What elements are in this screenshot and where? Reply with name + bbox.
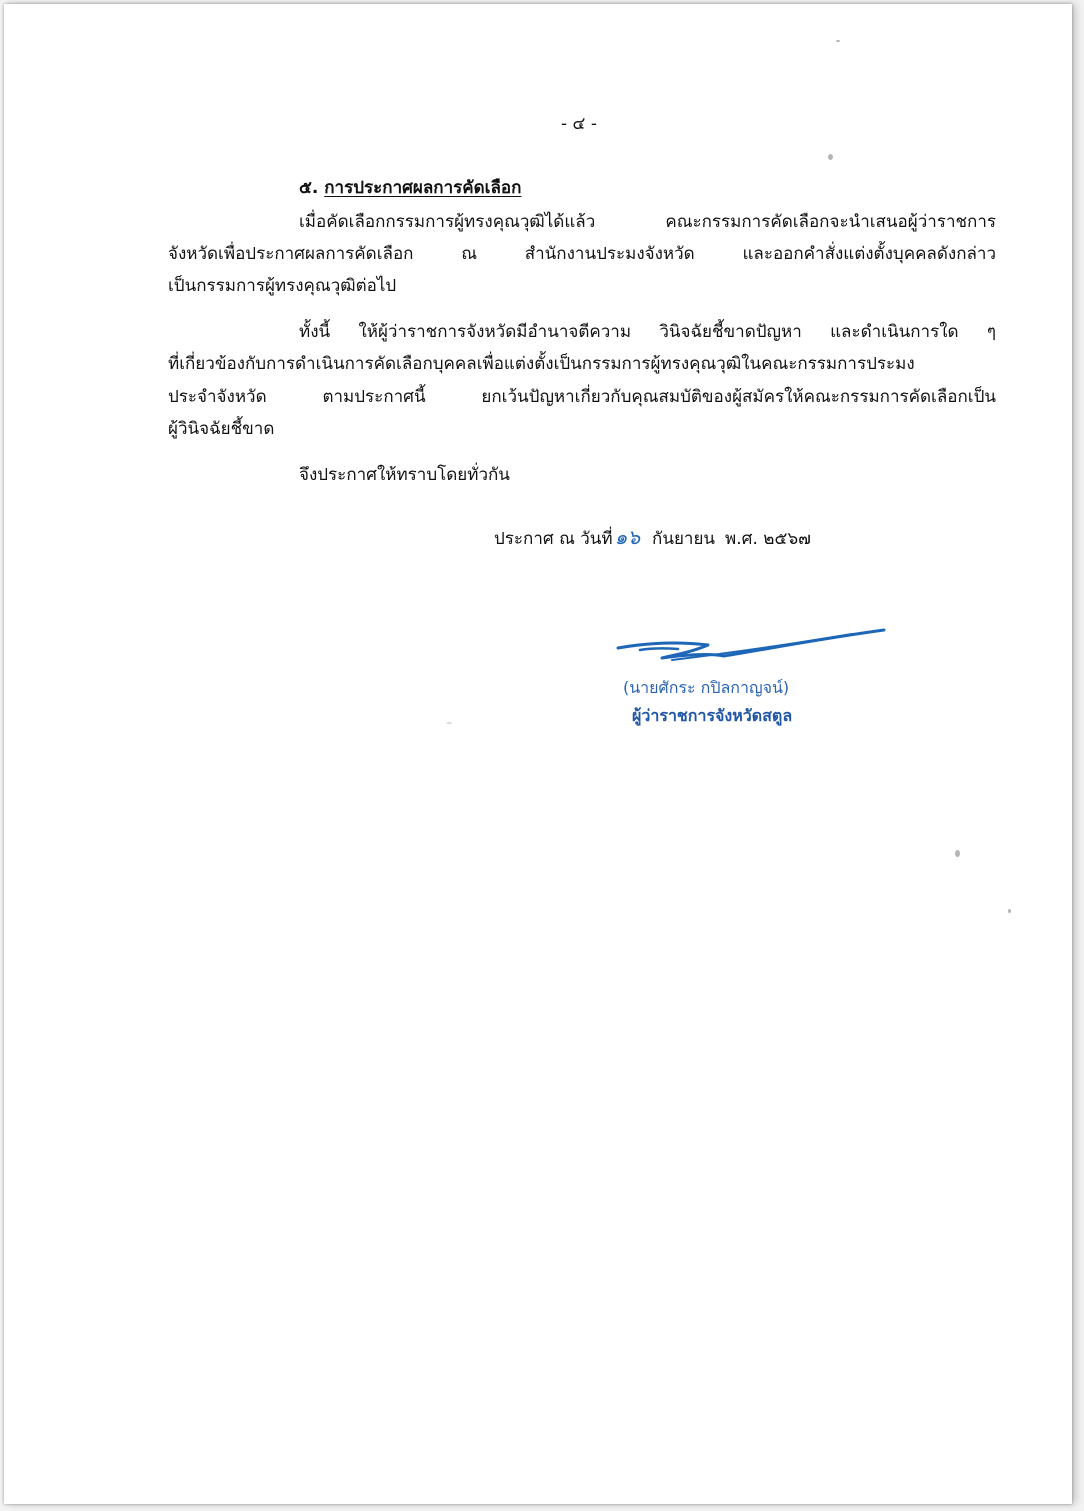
document-page (4, 4, 1072, 1504)
paragraph-2-line-4: ผู้วินิจฉัยชี้ขาด (168, 419, 275, 439)
section-number: ๕. (299, 178, 319, 198)
closing-statement: จึงประกาศให้ทราบโดยทั่วกัน (299, 465, 510, 485)
date-prefix: ประกาศ ณ วันที่ (494, 529, 613, 549)
paragraph-2-line-2: ที่เกี่ยวข้องกับการดำเนินการคัดเลือกบุคคลเพื่อแต่งตั้งเป็นกรรมการผู้ทรงคุณวุฒิในคณะกรรมการประมง (168, 354, 915, 374)
speck-mark (828, 154, 833, 160)
date-month: กันยายน (652, 529, 716, 549)
paragraph-2-line-1: ทั้งนี้ ให้ผู้ว่าราชการจังหวัดมีอำนาจตีความ วินิจฉัยชี้ขาดปัญหา และดำเนินการใด ๆ (299, 322, 996, 342)
signature-drawing (612, 622, 892, 674)
page-number: - ๔ - (561, 114, 597, 134)
speck-mark (1008, 909, 1011, 913)
section-heading (299, 174, 521, 201)
paragraph-1-line-3: เป็นกรรมการผู้ทรงคุณวุฒิต่อไป (168, 276, 397, 296)
date-year: พ.ศ. ๒๕๖๗ (725, 529, 811, 549)
speck-mark (955, 850, 960, 857)
speck-mark (836, 40, 840, 42)
paragraph-1-line-2: จังหวัดเพื่อประกาศผลการคัดเลือก ณ สำนักงานประมงจังหวัด และออกคำสั่งแต่งตั้งบุคคลดังกล่าว (168, 244, 996, 264)
date-day-handwritten: ๑๖ (614, 525, 641, 549)
paragraph-1-line-1: เมื่อคัดเลือกกรรมการผู้ทรงคุณวุฒิได้แล้ว คณะกรรมการคัดเลือกจะนำเสนอผู้ว่าราชการ (299, 212, 996, 232)
signer-name: (นายศักระ กปิลกาญจน์) (623, 678, 790, 697)
paragraph-2-line-3: ประจำจังหวัด ตามประกาศนี้ ยกเว้นปัญหาเกี่ยวกับคุณสมบัติของผู้สมัครให้คณะกรรมการคัดเลือกเป็น (168, 387, 996, 407)
announcement-date (494, 521, 811, 553)
signer-position: ผู้ว่าราชการจังหวัดสตูล (632, 706, 793, 725)
section-title: การประกาศผลการคัดเลือก (324, 178, 522, 198)
speck-mark (446, 722, 452, 724)
